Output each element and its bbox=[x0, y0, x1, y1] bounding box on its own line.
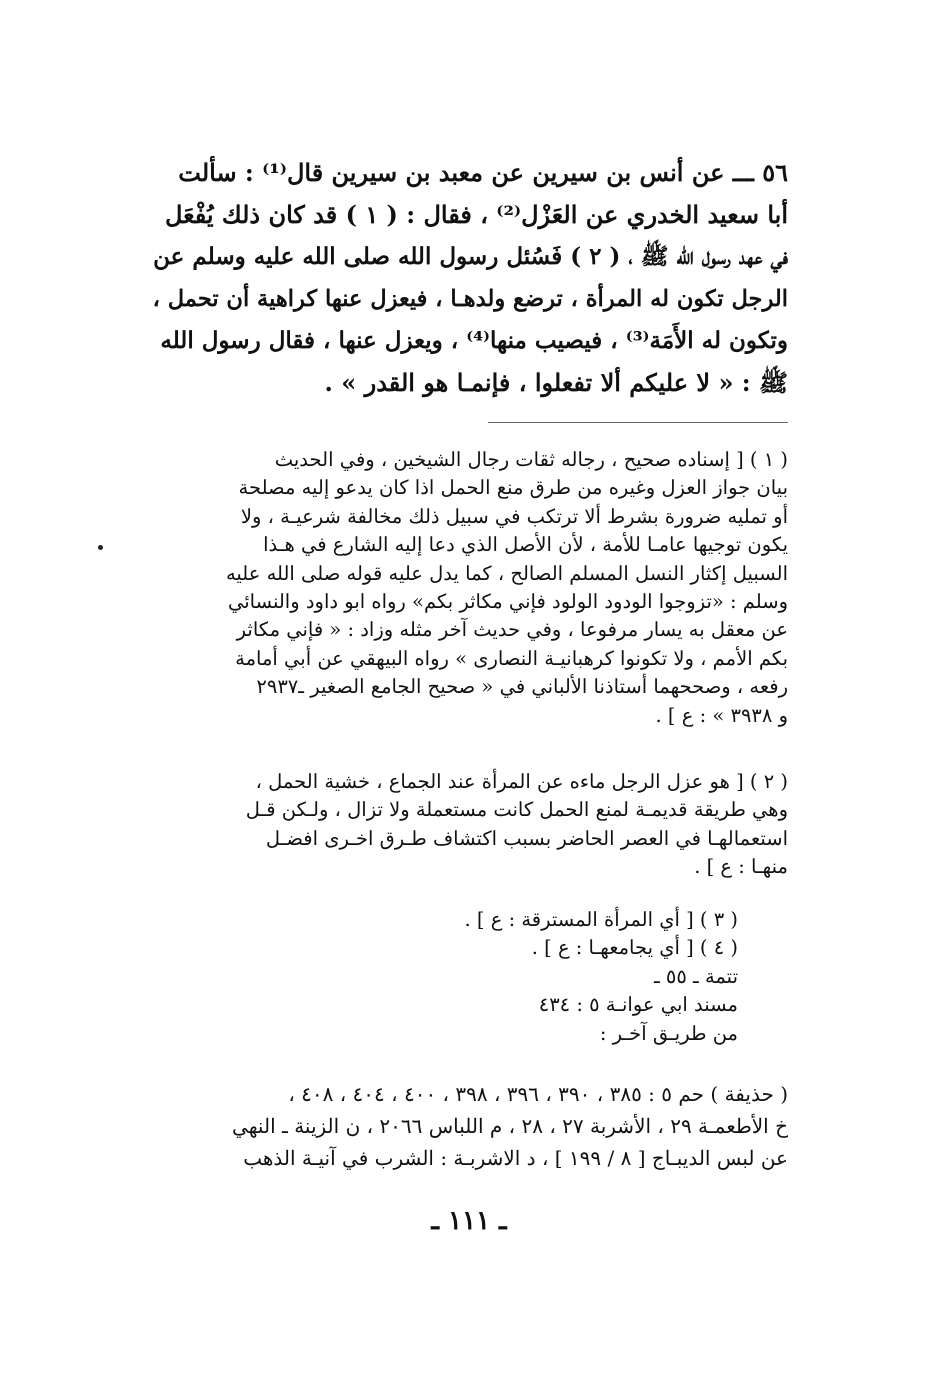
footnote-line: ( ٢ ) [ هو عزل الرجل ماءه عن المرأة عند الجماع ، خشية الحمل ، bbox=[255, 770, 788, 793]
text-line: وتكون له الأَمَة⁽³⁾ ، فيصيب منها⁽⁴⁾ ، ويعزل عنها ، فقال رسول الله bbox=[160, 327, 788, 354]
text-line: الرجل تكون له المرأة ، ترضع ولدهـا ، فيعزل عنها كراهية أن تحمل ، bbox=[152, 286, 788, 312]
footnote-line: أو تمليه ضرورة بشرط ألا ترتكب في سبيل ذلك مخالفة شرعيـة ، ولا bbox=[240, 504, 788, 528]
reference-line: عن لبس الديبـاج [ ٨ / ١٩٩ ] ، د الاشربـة : الشرب في آنيـة الذهب bbox=[243, 1146, 788, 1170]
footnote-line: استعمالهـا في العصر الحاضر بسبب اكتشاف طـرق اخـرى افضـل bbox=[265, 826, 788, 850]
footnote-1 bbox=[148, 446, 788, 730]
footnote-line: تتمة ـ ٥٥ ـ bbox=[653, 964, 738, 988]
footnote-line: منهـا : ع ] . bbox=[694, 855, 788, 879]
footnote-divider bbox=[488, 422, 788, 423]
footnote-line: بيان جواز العزل وغيره من طرق منع الحمل اذا كان يدعو إليه مصلحة bbox=[238, 476, 788, 500]
footnote-3-4 bbox=[198, 906, 738, 1048]
footnote-line: و ٣٩٣٨ » : ع ] . bbox=[655, 703, 788, 727]
page-number: ـ ١١١ ـ bbox=[431, 1206, 507, 1236]
footnote-line: من طريـق آخـر : bbox=[599, 1021, 738, 1045]
footnote-2 bbox=[148, 768, 788, 882]
references-block bbox=[148, 1078, 788, 1174]
text-line: ٥٦ ـــ عن أنس بن سيرين عن معبد بن سيرين قال⁽¹⁾ : سألت bbox=[178, 158, 788, 187]
reference-line: ( حذيفة ) حم ٥ : ٣٨٥ ، ٣٩٠ ، ٣٩٦ ، ٣٩٨ ، ٤٠٠ ، ٤٠٤ ، ٤٠٨ ، bbox=[288, 1082, 788, 1106]
reference-line: خ الأطعمـة ٢٩ ، الأشربة ٢٧ ، ٢٨ ، م اللباس ٢٠٦٦ ، ن الزينة ـ النهي bbox=[232, 1114, 788, 1138]
footnote-line: رفعه ، وصححهما أستاذنا الألباني في « صحيح الجامع الصغير ـ٢٩٣٧ bbox=[256, 675, 788, 699]
hadith-main-text bbox=[148, 152, 788, 404]
text-line: في عهد رسول الله ﷺ ، ( ٢ ) فَسُئل رسول الله صلى الله عليه وسلم عن bbox=[153, 243, 788, 270]
footnote-line: ( ٤ ) [ أي يجامعهـا : ع ] . bbox=[531, 936, 738, 960]
footnote-line: وهي طريقة قديمـة لمنع الحمل كانت مستعملة ولا تزال ، ولـكن قـل bbox=[245, 798, 788, 822]
footnote-line: وسلم : «تزوجوا الودود الولود فإني مكاثر بكم» رواه ابو داود والنسائي bbox=[227, 589, 788, 613]
scan-dot bbox=[98, 545, 103, 550]
footnote-line: مسند ابي عوانـة ٥ : ٤٣٤ bbox=[538, 993, 738, 1017]
footnote-line: يكون توجيها عامـا للأمة ، لأن الأصل الذي دعا إليه الشارع في هـذا bbox=[263, 533, 788, 557]
footnote-line: بكم الأمم ، ولا تكونوا كرهبانيـة النصارى » رواه البيهقي عن أبي أمامة bbox=[235, 646, 788, 670]
footnote-line: ( ٣ ) [ أي المرأة المسترقة : ع ] . bbox=[464, 908, 738, 931]
text-line: ﷺ : « لا عليكم ألا تفعلوا ، فإنمـا هو القدر » . bbox=[324, 368, 788, 397]
footnote-line: عن معقل به يسار مرفوعا ، وفي حديث آخر مثله وزاد : « فإني مكاثر bbox=[236, 618, 788, 642]
text-line: أبا سعيد الخدري عن العَزْل⁽²⁾ ، فقال : ( ١ ) قد كان ذلك يُفْعَل bbox=[164, 200, 788, 229]
footnote-line: السبيل إكثار النسل المسلم الصالح ، كما يدل عليه قوله صلى الله عليه bbox=[225, 561, 788, 585]
footnote-line: ( ١ ) [ إسناده صحيح ، رجاله ثقات رجال الشيخين ، وفي الحديث bbox=[274, 448, 788, 471]
